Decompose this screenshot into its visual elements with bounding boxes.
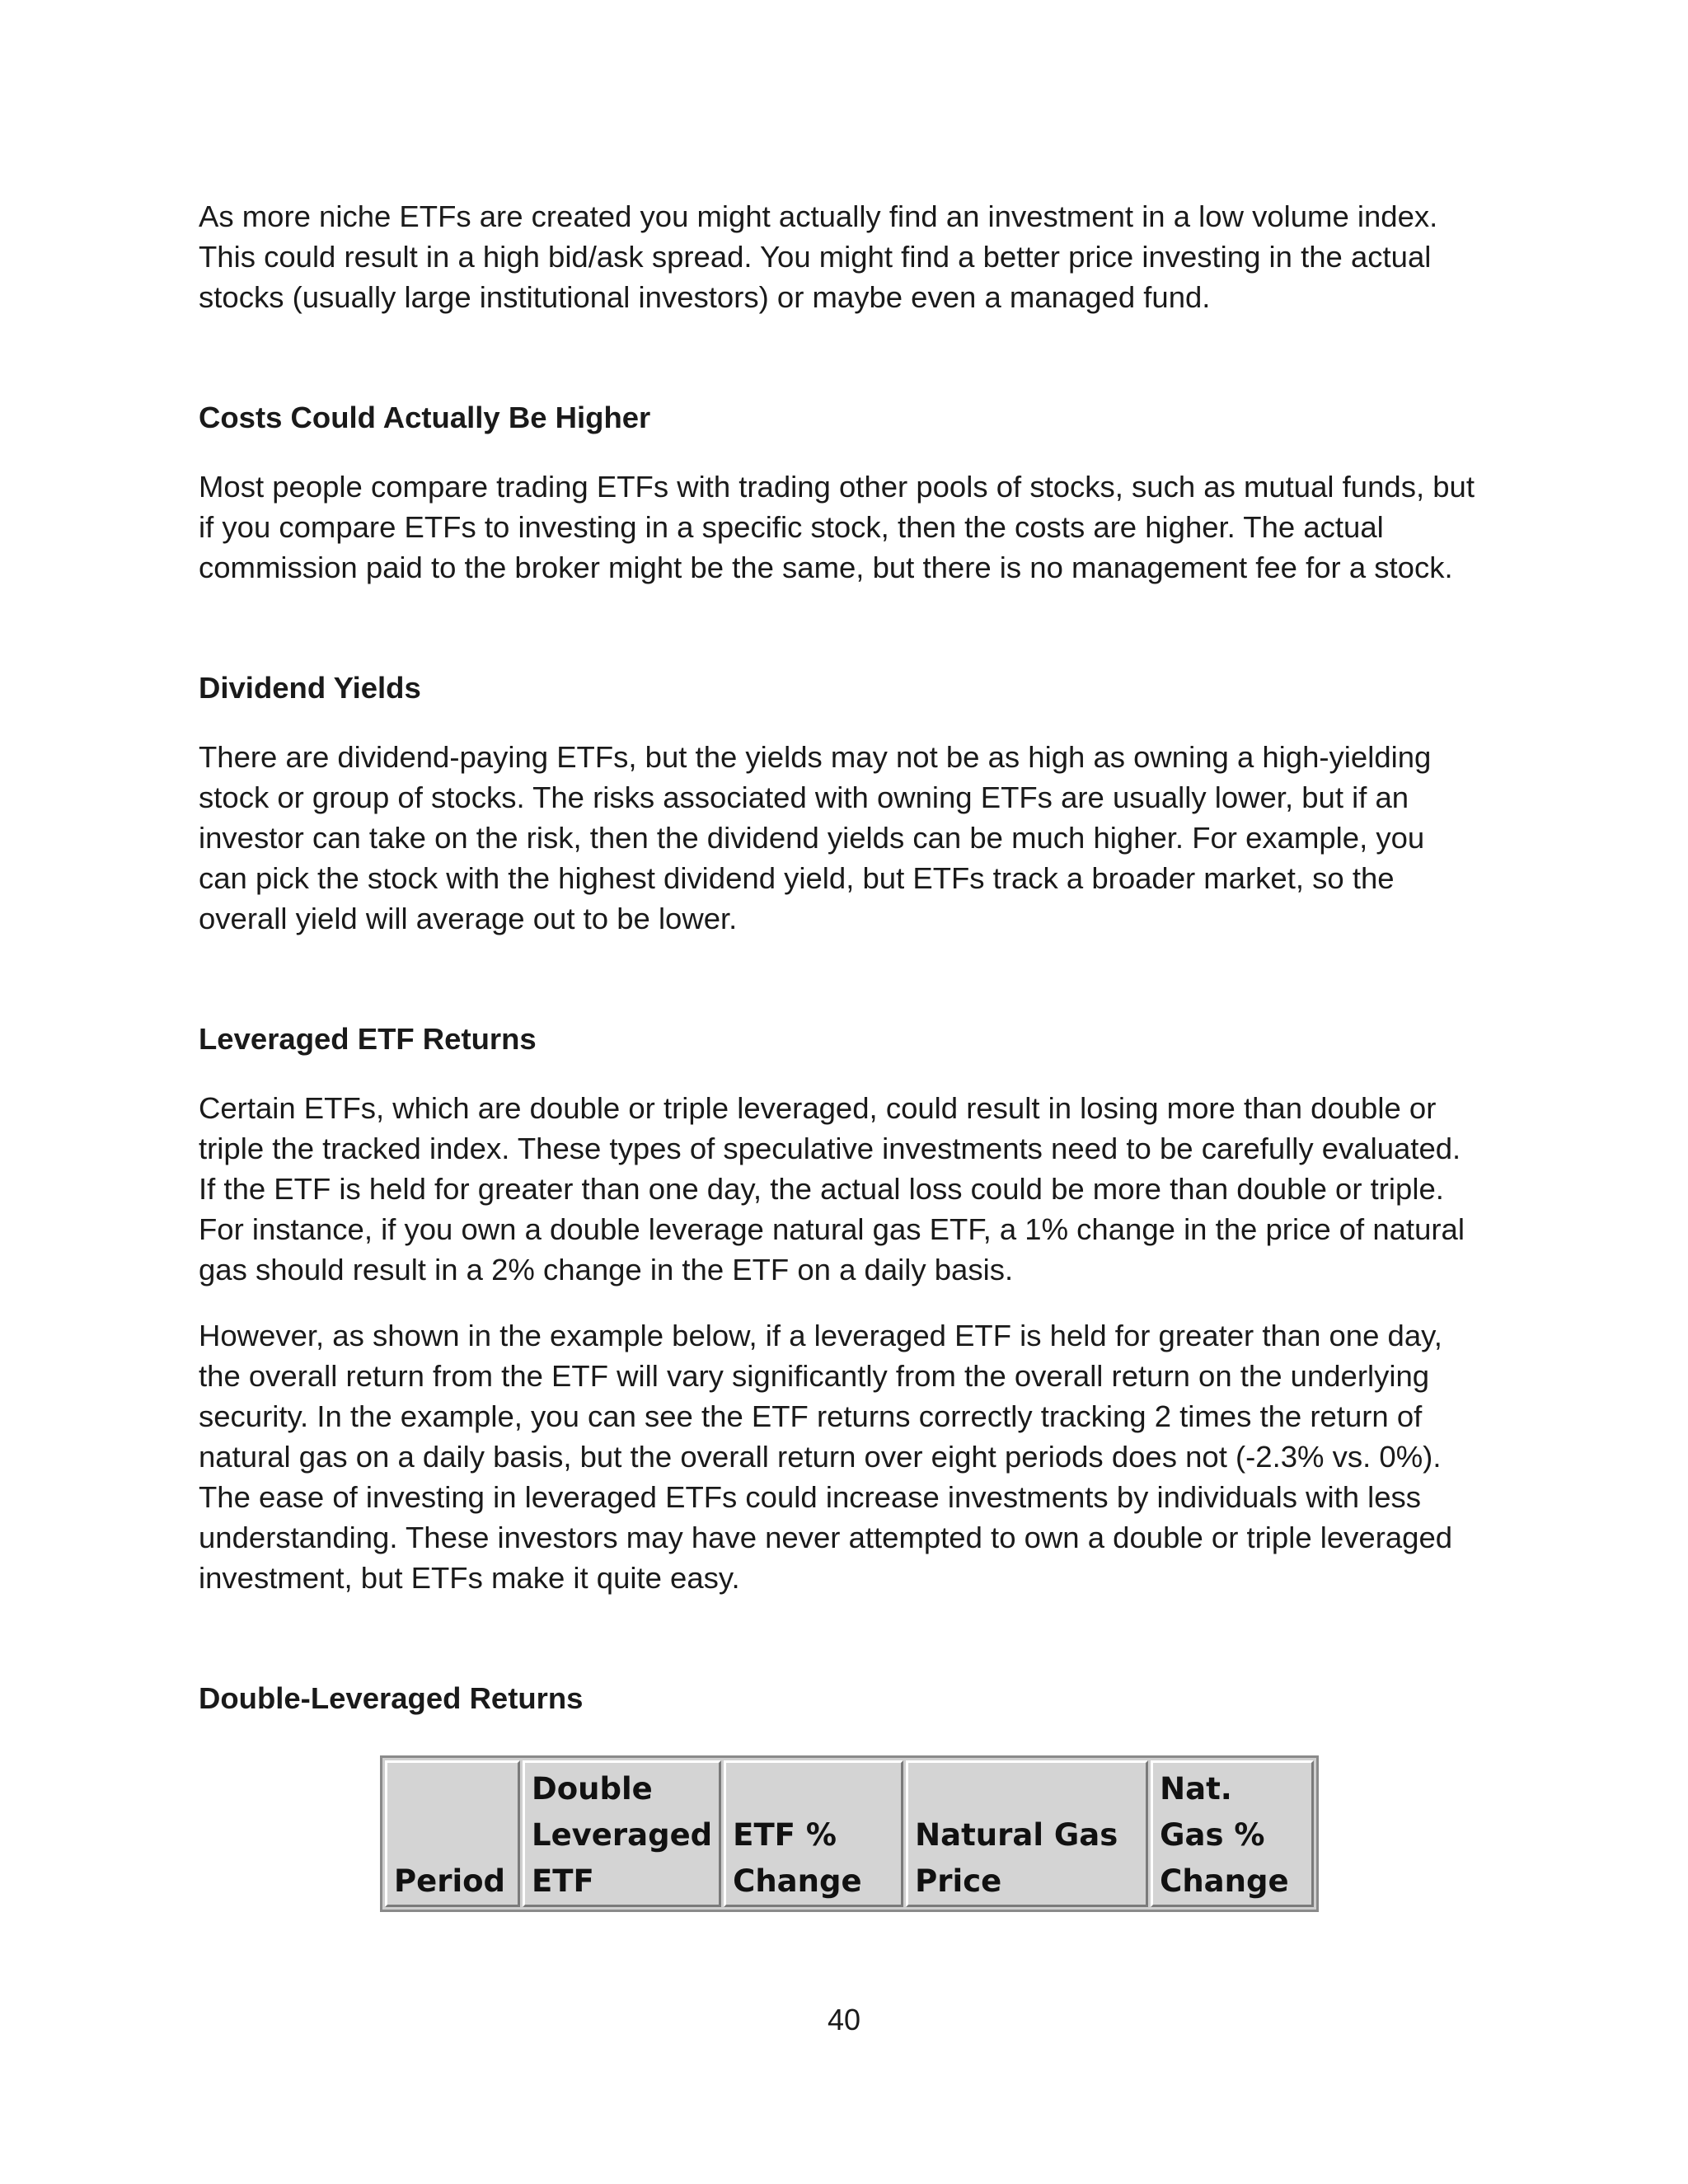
page-number: 40 [827, 2003, 861, 2036]
leveraged-paragraph-1: Certain ETFs, which are double or triple leveraged, could result in losing more than double or triple the tracked index. These types of speculative investments need to be carefully evaluated. If the ETF is held for greater than one day, the actual loss could be more than double or triple. For instance, if you own a double leverage natural gas ETF, a 1% change in the price of natural gas should result in a 2% change in the ETF on a daily basis. [199, 1091, 1465, 1286]
table-header-row [385, 1760, 1314, 1907]
column-header-double-leveraged-etf: Double Leveraged ETF [523, 1760, 721, 1907]
costs-heading: Costs Could Actually Be Higher [199, 401, 651, 434]
leveraged-paragraph-2: However, as shown in the example below, if a leveraged ETF is held for greater than one day, the overall return from the ETF will vary significantly from the overall return on the underlying security. In the example, you can see the ETF returns correctly tracking 2 times the return of natural gas on a daily basis, but the overall return over eight periods does not (-2.3% vs. 0%). The ease of investing in leveraged ETFs could increase investments by individuals with less understanding. These investors may have never attempted to own a double or triple leveraged investment, but ETFs make it quite easy. [199, 1319, 1453, 1595]
double-leveraged-returns-table [380, 1755, 1319, 1912]
dividend-paragraph: There are dividend-paying ETFs, but the yields may not be as high as owning a high-yielding stock or group of stocks. The risks associated with owning ETFs are usually lower, but if an investor can take on the risk, then the dividend yields can be much higher. For example, you can pick the stock with the highest dividend yield, but ETFs track a broader market, so the overall yield will average out to be lower. [199, 740, 1432, 935]
intro-paragraph: As more niche ETFs are created you might actually find an investment in a low volume index. This could result in a high bid/ask spread. You might find a better price investing in the actual stocks (usually large institutional investors) or maybe even a managed fund. [199, 199, 1438, 314]
column-header-etf-change: ETF % Change [724, 1760, 903, 1907]
page-content [199, 196, 1501, 1912]
costs-paragraph: Most people compare trading ETFs with trading other pools of stocks, such as mutual funds, but if you compare ETFs to investing in a specific stock, then the costs are higher. The actual commission paid to the broker might be the same, but there is no management fee for a stock. [199, 470, 1475, 584]
column-header-nat-gas-change: Nat. Gas % Change [1151, 1760, 1314, 1907]
column-header-natural-gas-price: Natural Gas Price [906, 1760, 1148, 1907]
double-leveraged-heading: Double-Leveraged Returns [199, 1681, 584, 1715]
dividend-heading: Dividend Yields [199, 671, 421, 705]
column-header-period: Period [385, 1760, 520, 1907]
leveraged-heading: Leveraged ETF Returns [199, 1022, 537, 1056]
